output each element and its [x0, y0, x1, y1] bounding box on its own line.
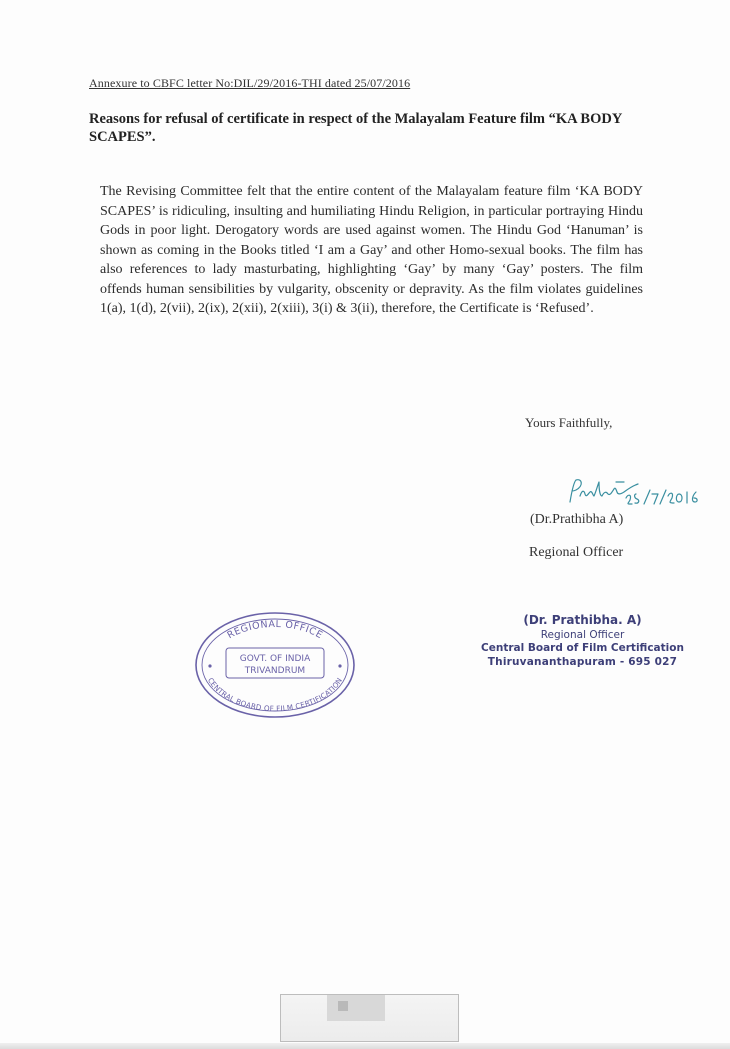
stamp-city: Thiruvananthapuram - 695 027 [487, 656, 678, 668]
annexure-reference: Annexure to CBFC letter No:DIL/29/2016-THI dated 25/07/2016 [89, 76, 411, 90]
seal-top-text: REGIONAL OFFICE [225, 618, 325, 642]
official-seal [190, 610, 360, 720]
body-paragraph: The Revising Committee felt that the entire content of the Malayalam feature film ‘KA BODY SCAPES’ is ridiculing, insulting and humiliating Hindu Religion, in particular portraying Hindu Gods in poor light. Derogatory words are used against women. The Hindu God ‘Hanuman’ is shown as coming in the Books titled ‘I am a Gay’ and other Homo-sexual books. The film has also references to lady masturbating, highlighting ‘Gay’ by many ‘Gay’ posters. The film offends human sensibilities by vulgarity, obscenity or depravity. As the film violates guidelines 1(a), 1(d), 2(vii), 2(ix), 2(xii), 2(xiii), 3(i) & 3(ii), therefore, the Certificate is ‘Refused’. [100, 184, 643, 316]
seal-center-line-1: GOVT. OF INDIA [239, 654, 311, 664]
handwritten-signature [566, 472, 706, 512]
scan-footer-box [280, 994, 459, 1042]
seal-left-dot [208, 664, 211, 667]
closing-salutation: Yours Faithfully, [525, 415, 613, 430]
stamp-name: (Dr. Prathibha. A) [523, 613, 642, 627]
seal-right-dot [338, 664, 341, 667]
stamp-organization: Central Board of Film Certification [481, 642, 684, 654]
stamp-title: Regional Officer [540, 629, 625, 641]
officer-stamp [475, 612, 690, 669]
scan-bottom-edge [0, 1043, 730, 1049]
scan-footer-mark [338, 1001, 348, 1011]
scan-footer-inner [327, 995, 385, 1021]
signer-name: (Dr.Prathibha A) [530, 512, 624, 527]
seal-bottom-text: CENTRAL BOARD OF FILM CERTIFICATION [205, 676, 345, 714]
document-heading: Reasons for refusal of certificate in respect of the Malayalam Feature film “KA BODY SCAPES”. [89, 111, 622, 145]
seal-center-line-2: TRIVANDRUM [244, 666, 306, 676]
signer-title: Regional Officer [529, 545, 624, 560]
